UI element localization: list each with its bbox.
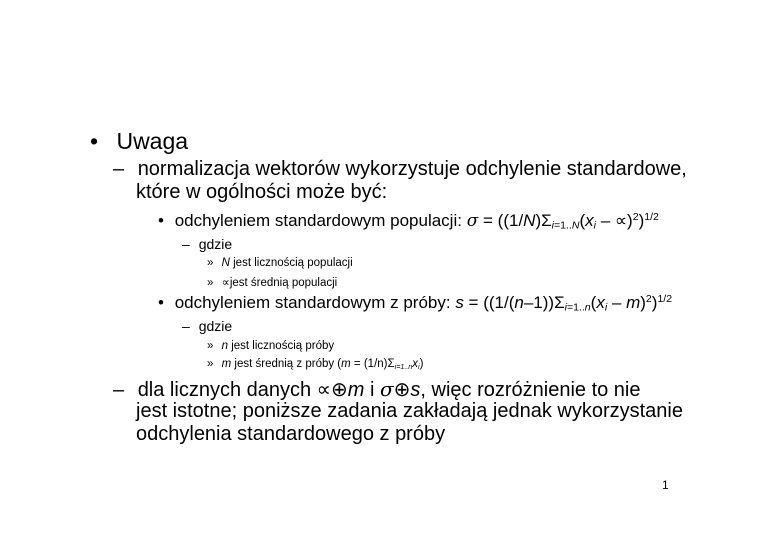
mu-symbol: ∝ bbox=[316, 379, 331, 401]
bullet: • bbox=[158, 211, 164, 230]
item2-line3: odchylenia standardowego z próby bbox=[136, 423, 446, 445]
mu-symbol: ∝ bbox=[614, 211, 628, 230]
item1-line1 bbox=[113, 158, 687, 181]
item1-line2: które w ogólności może być: bbox=[136, 181, 388, 203]
bullet: • bbox=[90, 128, 99, 154]
sub2-note2: » m jest średnią z próby $(m = (1/n)\Sigma_{i=1..n}x_i)$ bbox=[207, 358, 424, 371]
sigma-symbol: σ bbox=[466, 211, 479, 231]
gdzie-2: – gdzie bbox=[182, 318, 233, 334]
sub1-line: • odchyleniem standardowym populacji: $\sigma = ((1/N)\Sigma_{i=1..N}(x_i - \propto)^2)^{1/2}$ bbox=[158, 211, 659, 232]
mu-symbol: ∝ bbox=[221, 277, 230, 289]
gdzie-1: – gdzie bbox=[182, 236, 233, 252]
sum-symbol: Σ bbox=[554, 293, 565, 312]
sub1-note1: » N jest licznością populacji bbox=[207, 257, 353, 269]
item2-line1: – dla licznych danych ∝⊕m i σ⊕s, więc rozróżnienie to nie bbox=[113, 377, 641, 401]
sigma-symbol: σ bbox=[379, 377, 394, 401]
title-line bbox=[90, 128, 188, 155]
bullet: • bbox=[158, 293, 164, 312]
sum-symbol: Σ bbox=[387, 358, 395, 370]
dash: – bbox=[113, 158, 125, 180]
item1-text: normalizacja wektorów wykorzystuje odchylenie standardowe, bbox=[137, 158, 687, 180]
sub2-line: • odchyleniem standardowym z próby: $s = ((1/(n-1))\Sigma_{i=1..n}(x_i - m)^2)^{1/2}$ bbox=[158, 293, 673, 314]
page-number: 1 bbox=[662, 478, 669, 492]
sum-symbol: Σ bbox=[541, 211, 552, 230]
approx-symbol: ⊕ bbox=[393, 379, 411, 401]
sub1-note2: » ∝jest średnią populacji bbox=[207, 277, 338, 289]
item2-line2: jest istotne; poniższe zadania zakładają jednak wykorzystanie bbox=[136, 400, 683, 422]
title: Uwaga bbox=[116, 128, 189, 154]
sub2-note1: » n jest licznością próby bbox=[207, 340, 335, 352]
approx-symbol: ⊕ bbox=[330, 379, 348, 401]
